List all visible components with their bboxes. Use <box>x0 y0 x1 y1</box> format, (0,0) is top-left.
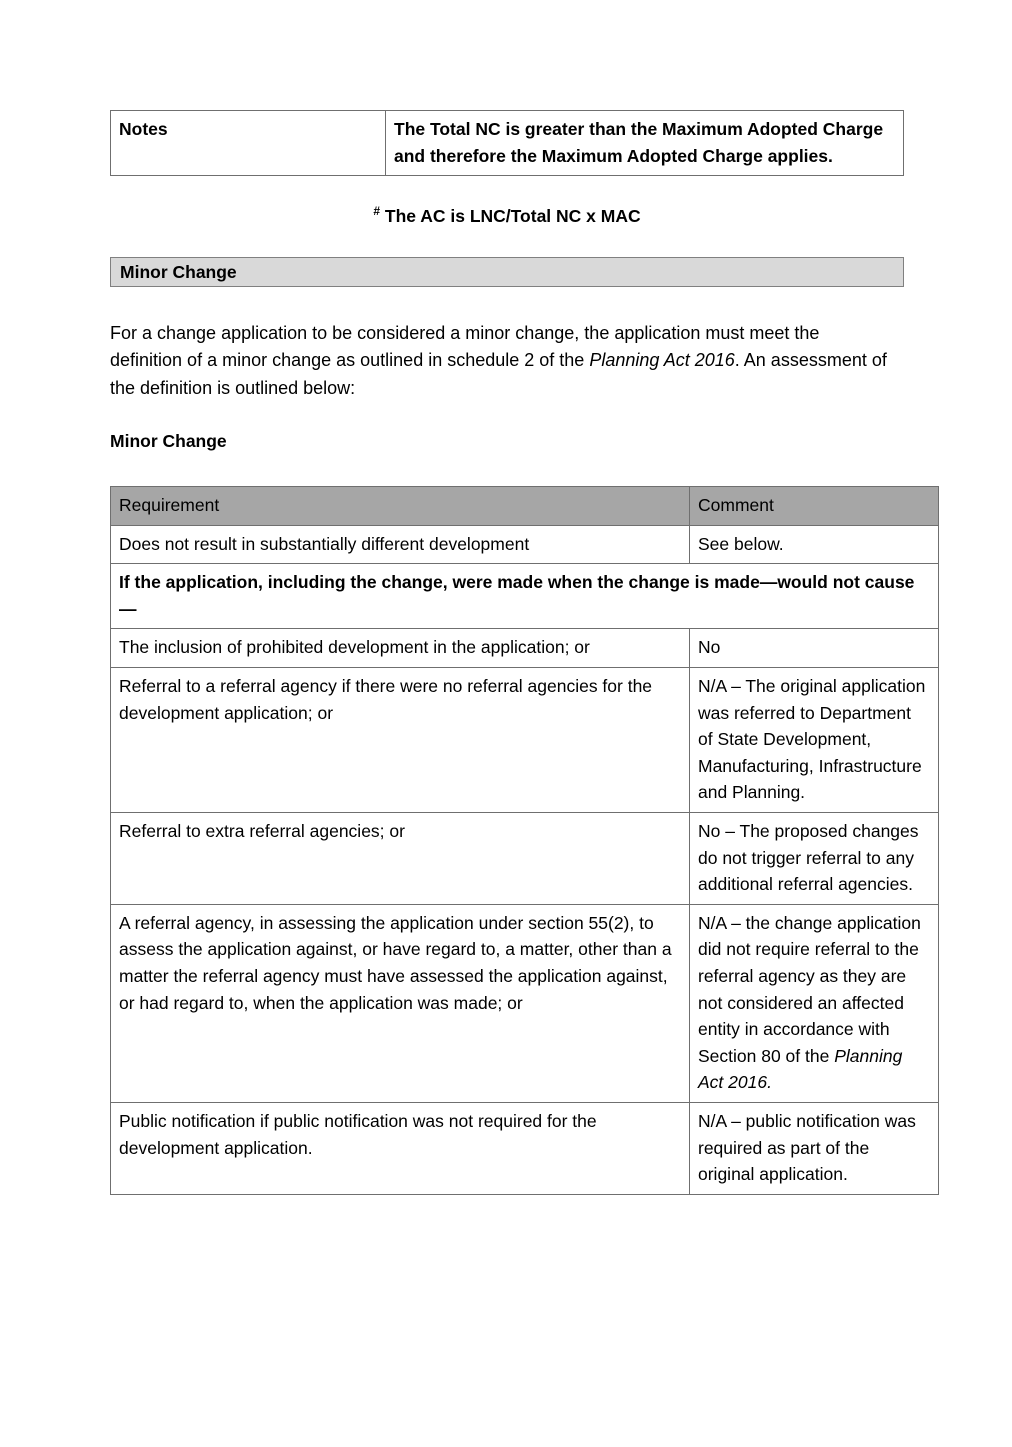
intro-part-2: . An assessment of the definition is outlined below: <box>110 350 887 398</box>
table-row <box>111 668 939 813</box>
notes-label-cell: Notes <box>111 111 386 176</box>
requirement-cell: Referral to a referral agency if there were no referral agencies for the development application; or <box>111 668 690 813</box>
comment-cell <box>690 904 939 1102</box>
table-row <box>111 525 939 564</box>
requirement-table <box>110 486 939 1195</box>
requirement-cell: Does not result in substantially different development <box>111 525 690 564</box>
sub-heading: Minor Change <box>110 431 227 452</box>
section-heading-label: Minor Change <box>120 261 237 282</box>
section-heading-bar <box>110 257 904 287</box>
comment-part-1: N/A – the change application did not require referral to the referral agency as they are not considered an affected entity in accordance with Section 80 of the <box>698 912 921 1066</box>
notes-table <box>110 110 904 176</box>
column-header-requirement: Requirement <box>111 487 690 526</box>
requirement-cell: Public notification if public notification was not required for the development application. <box>111 1102 690 1194</box>
table-row <box>111 629 939 668</box>
intro-paragraph <box>110 320 890 402</box>
requirement-cell: The inclusion of prohibited development in the application; or <box>111 629 690 668</box>
page-content <box>110 0 926 1195</box>
comment-cell: No <box>690 629 939 668</box>
comment-cell: No – The proposed changes do not trigger referral to any additional referral agencies. <box>690 813 939 905</box>
comment-cell: N/A – public notification was required as part of the original application. <box>690 1102 939 1194</box>
column-header-comment: Comment <box>690 487 939 526</box>
intro-part-1: For a change application to be considered a minor change, the application must meet the definition of a minor change as outlined in schedule 2 of the <box>110 323 820 371</box>
comment-cell: N/A – The original application was referred to Department of State Development, Manufacturing, Infrastructure and Planning. <box>690 668 939 813</box>
footnote-marker: # <box>373 204 381 219</box>
table-row <box>111 111 904 176</box>
requirement-cell: A referral agency, in assessing the application under section 55(2), to assess the application against, or have regard to, a matter, other than a matter the referral agency must have assessed the application against, or had regard to, when the application was made; or <box>111 904 690 1102</box>
intro-italic-act: Planning Act 2016 <box>589 350 735 371</box>
table-row <box>111 1102 939 1194</box>
ac-footnote-text: The AC is LNC/Total NC x MAC <box>384 206 641 227</box>
table-row <box>111 813 939 905</box>
requirement-cell-span: If the application, including the change, were made when the change is made—would not cause— <box>111 564 939 629</box>
notes-value-cell: The Total NC is greater than the Maximum Adopted Charge and therefore the Maximum Adopted Charge applies. <box>386 111 904 176</box>
ac-footnote <box>110 204 904 227</box>
table-row <box>111 904 939 1102</box>
requirement-cell: Referral to extra referral agencies; or <box>111 813 690 905</box>
table-row <box>111 564 939 629</box>
table-header-row <box>111 487 939 526</box>
comment-cell: See below. <box>690 525 939 564</box>
comment-italic-act: Planning Act 2016. <box>698 1045 903 1093</box>
